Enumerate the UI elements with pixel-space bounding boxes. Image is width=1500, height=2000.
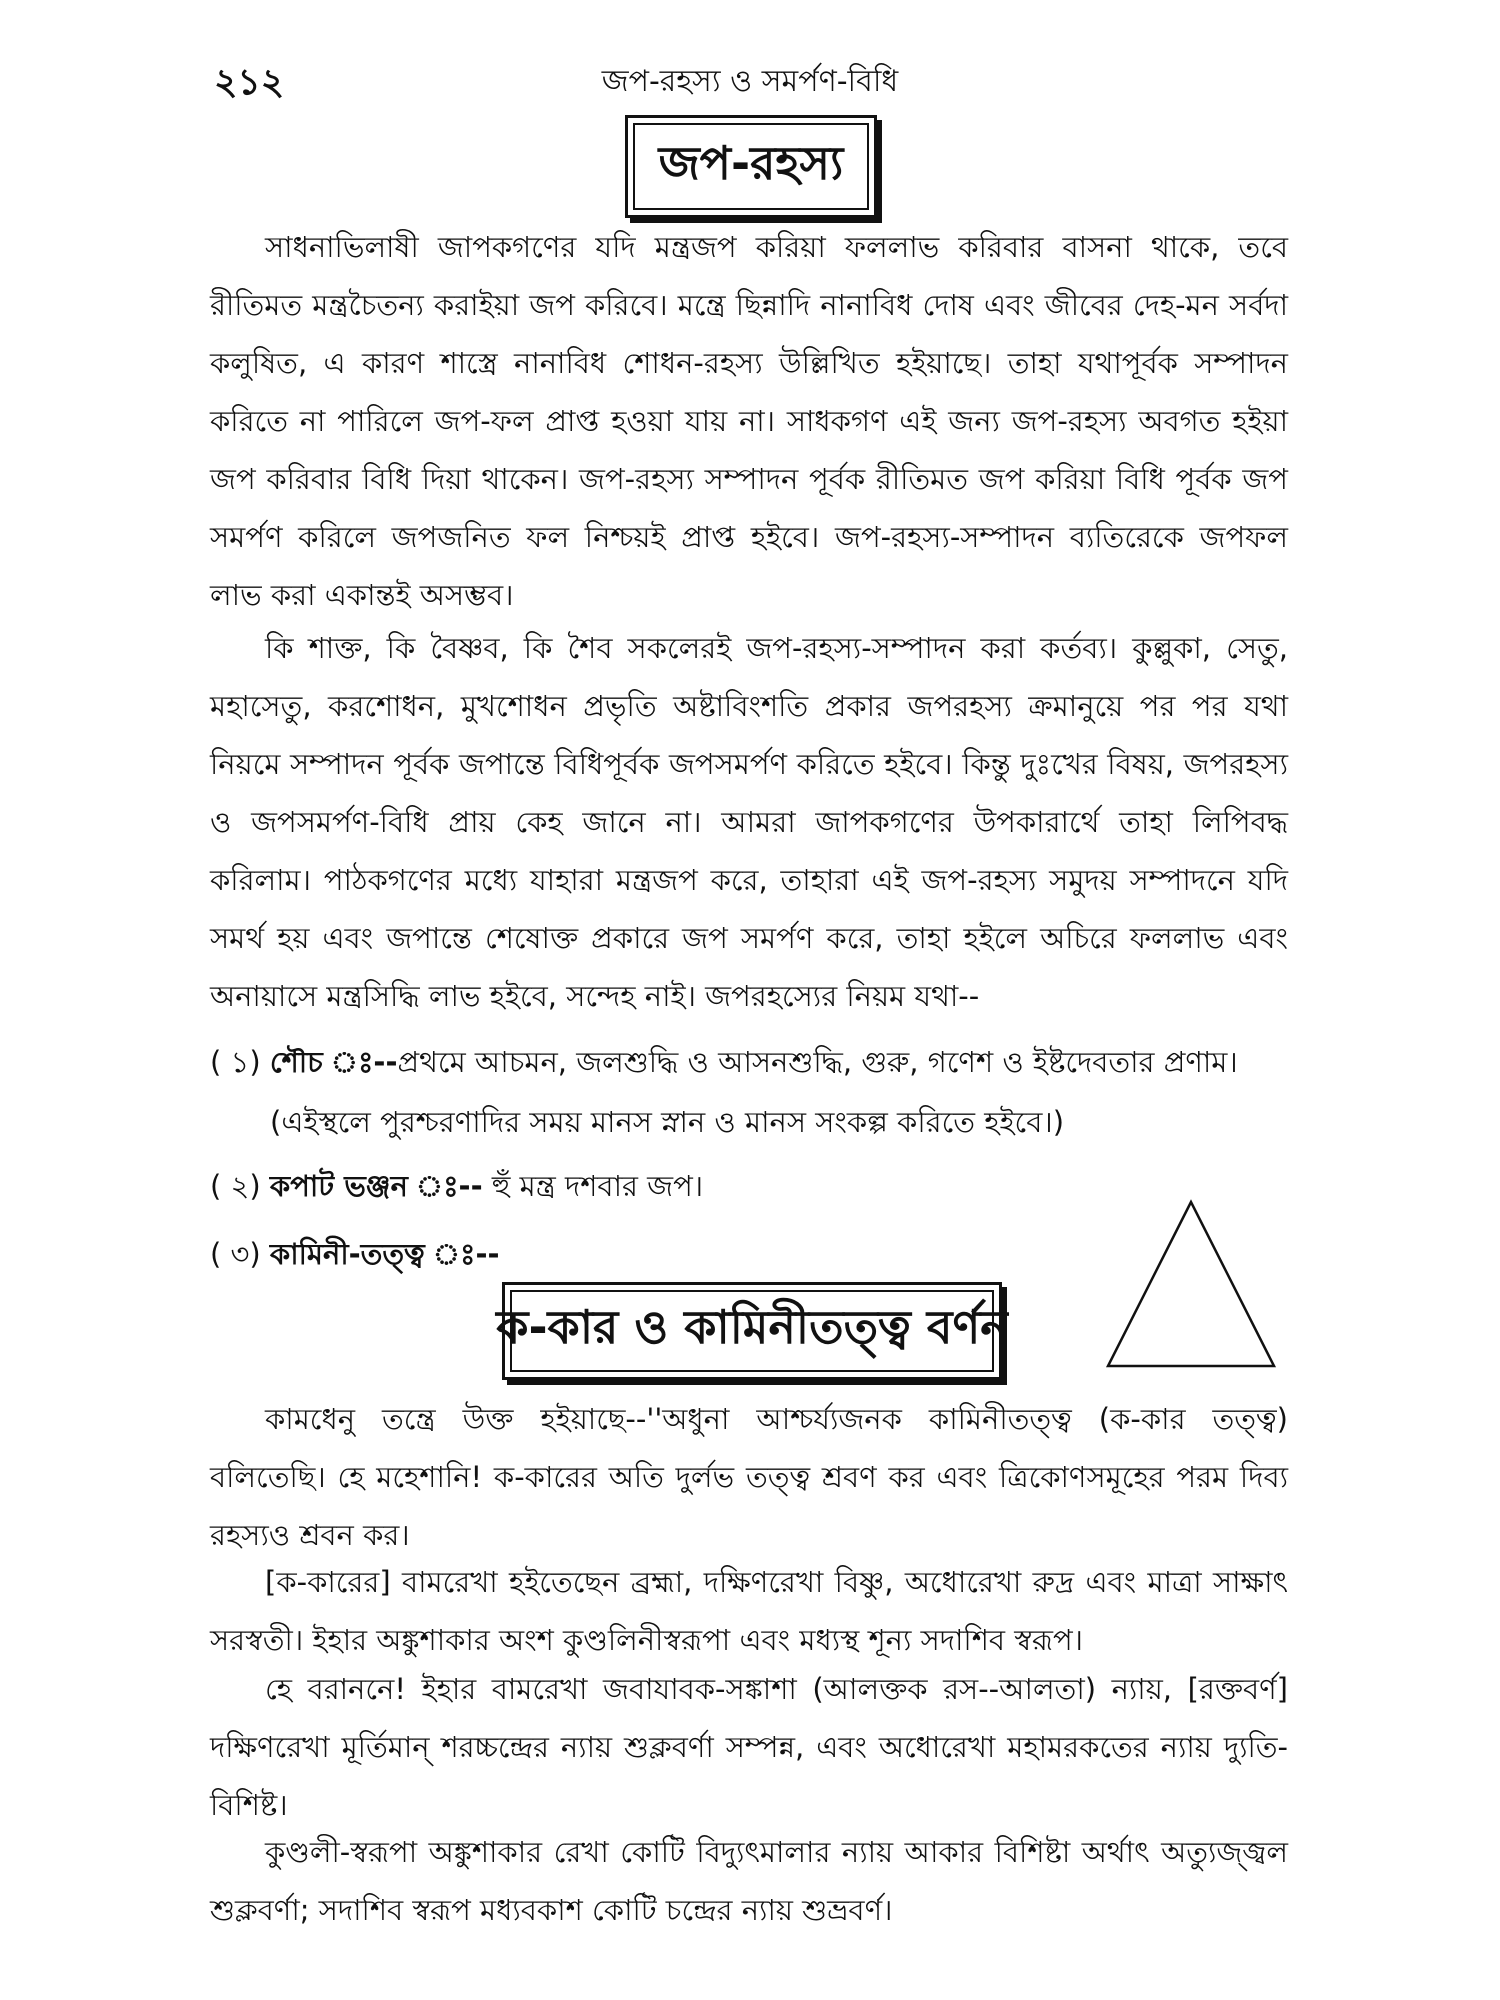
paragraph-varanane	[210, 1660, 1288, 1834]
item-number: ( ৩)	[210, 1237, 261, 1271]
paragraph-text: হে বরাননে! ইহার বামরেখা জবাযাবক-সঙ্কাশা (আলক্তক রস--আলতা) ন্যায়, [রক্তবর্ণ] দক্ষিণরেখা মূর্তিমান্ শরচ্চন্দ্রের ন্যায় শুক্লবর্ণা সম্পন্ন, এবং অধোরেখা মহামরকতের ন্যায় দ্যুতি-বিশিষ্ট।	[210, 1672, 1288, 1822]
item-label: কপাট ভঞ্জন ঃ--	[269, 1169, 483, 1203]
paragraph-intro	[210, 218, 1288, 624]
item-label: শৌচ ঃ--	[269, 1045, 398, 1079]
item-label: কামিনী-তত্ত্ব ঃ--	[269, 1237, 500, 1271]
paragraph-rules	[210, 619, 1288, 1025]
item-number: ( ১)	[210, 1045, 261, 1079]
item-text: প্রথমে আচমন, জলশুদ্ধি ও আসনশুদ্ধি, গুরু, গণেশ ও ইষ্টদেবতার প্রণাম।	[397, 1045, 1238, 1079]
page-number: ২১২	[214, 62, 285, 103]
paragraph-text: কুণ্ডলী-স্বরূপা অঙ্কুশাকার রেখা কোটি বিদ্যুৎমালার ন্যায় আকার বিশিষ্টা অর্থাৎ অত্যুজ্জ্বল শুক্লবর্ণা; সদাশিব স্বরূপ মধ্যবকাশ কোটি চন্দ্রের ন্যায় শুভ্রবর্ণ।	[210, 1835, 1288, 1927]
section-title: ক-কার ও কামিনীতত্ত্ব বর্ণন	[510, 1290, 994, 1372]
triangle-icon	[1104, 1198, 1278, 1370]
paragraph-text: সাধনাভিলাষী জাপকগণের যদি মন্ত্রজপ করিয়া ফললাভ করিবার বাসনা থাকে, তবে রীতিমত মন্ত্রচৈতন্য করাইয়া জপ করিবে। মন্ত্রে ছিন্নাদি নানাবিধ দোষ এবং জীবের দেহ-মন সর্বদা কলুষিত, এ কারণ শাস্ত্রে নানাবিধ শোধন-রহস্য উল্লিখিত হইয়াছে। তাহা যথাপূর্বক সম্পাদন করিতে না পারিলে জপ-ফল প্রাপ্ত হওয়া যায় না। সাধকগণ এই জন্য জপ-রহস্য অবগত হইয়া জপ করিবার বিধি দিয়া থাকেন। জপ-রহস্য সম্পাদন পূর্বক রীতিমত জপ করিয়া বিধি পূর্বক জপ সমর্পণ করিলে জপজনিত ফল নিশ্চয়ই প্রাপ্ত হইবে। জপ-রহস্য-সম্পাদন ব্যতিরেকে জপফল লাভ করা একান্তই অসম্ভব।	[210, 230, 1288, 612]
section-title-box	[496, 1282, 1008, 1380]
paragraph-text: কি শাক্ত, কি বৈষ্ণব, কি শৈব সকলেরই জপ-রহস্য-সম্পাদন করা কর্তব্য। কুল্লুকা, সেতু, মহাসেতু, করশোধন, মুখশোধন প্রভৃতি অষ্টাবিংশতি প্রকার জপরহস্য ক্রমানুয়ে পর পর যথা নিয়মে সম্পাদন পূর্বক জপান্তে বিধিপূর্বক জপসমর্পণ করিতে হইবে। কিন্তু দুঃখের বিষয়, জপরহস্য ও জপসমর্পণ-বিধি প্রায় কেহ জানে না। আমরা জাপকগণের উপকারার্থে তাহা লিপিবদ্ধ করিলাম। পাঠকগণের মধ্যে যাহারা মন্ত্রজপ করে, তাহারা এই জপ-রহস্য সমুদয় সম্পাদনে যদি সমর্থ হয় এবং জপান্তে শেষোক্ত প্রকারে জপ সমর্পণ করে, তাহা হইলে অচিরে ফললাভ এবং অনায়াসে মন্ত্রসিদ্ধি লাভ হইবে, সন্দেহ নাই। জপরহস্যের নিয়ম যথা--	[210, 631, 1288, 1013]
section-title: জপ-রহস্য	[633, 123, 869, 210]
running-title: জপ-রহস্য ও সমর্পণ-বিধি	[601, 64, 899, 99]
paragraph-text: কামধেনু তন্ত্রে উক্ত হইয়াছে--''অধুনা আশ্চর্য্যজনক কামিনীতত্ত্ব (ক-কার তত্ত্ব) বলিতেছি। হে মহেশানি! ক-কারের অতি দুর্লভ তত্ত্ব শ্রবণ কর এবং ত্রিকোণসমূহের পরম দিব্য রহস্যও শ্রবন কর।	[210, 1402, 1288, 1552]
paragraph-kundali	[210, 1823, 1288, 1939]
list-item-kamini-tattva	[210, 1232, 500, 1281]
paragraph-kakar-lines	[210, 1553, 1288, 1669]
item-number: ( ২)	[210, 1169, 261, 1203]
list-item-note: (এইস্থলে পুরশ্চরণাদির সময় মানস স্নান ও মানস সংকল্প করিতে হইবে।)	[270, 1105, 1065, 1139]
paragraph-text: [ক-কারের] বামরেখা হইতেছেন ব্রহ্মা, দক্ষিণরেখা বিষ্ণু, অধোরেখা রুদ্র এবং মাত্রা সাক্ষাৎ সরস্বতী। ইহার অঙ্কুশাকার অংশ কুণ্ডলিনীস্বরূপা এবং মধ্যস্থ শূন্য সদাশিব স্বরূপ।	[210, 1565, 1288, 1657]
section-title-box	[625, 115, 877, 218]
list-item-kapat-bhanjan	[210, 1164, 703, 1213]
item-text: হুঁ মন্ত্র দশবার জপ।	[491, 1169, 704, 1203]
list-item-shauch	[210, 1040, 1238, 1089]
paragraph-kamadhenu	[210, 1390, 1288, 1564]
